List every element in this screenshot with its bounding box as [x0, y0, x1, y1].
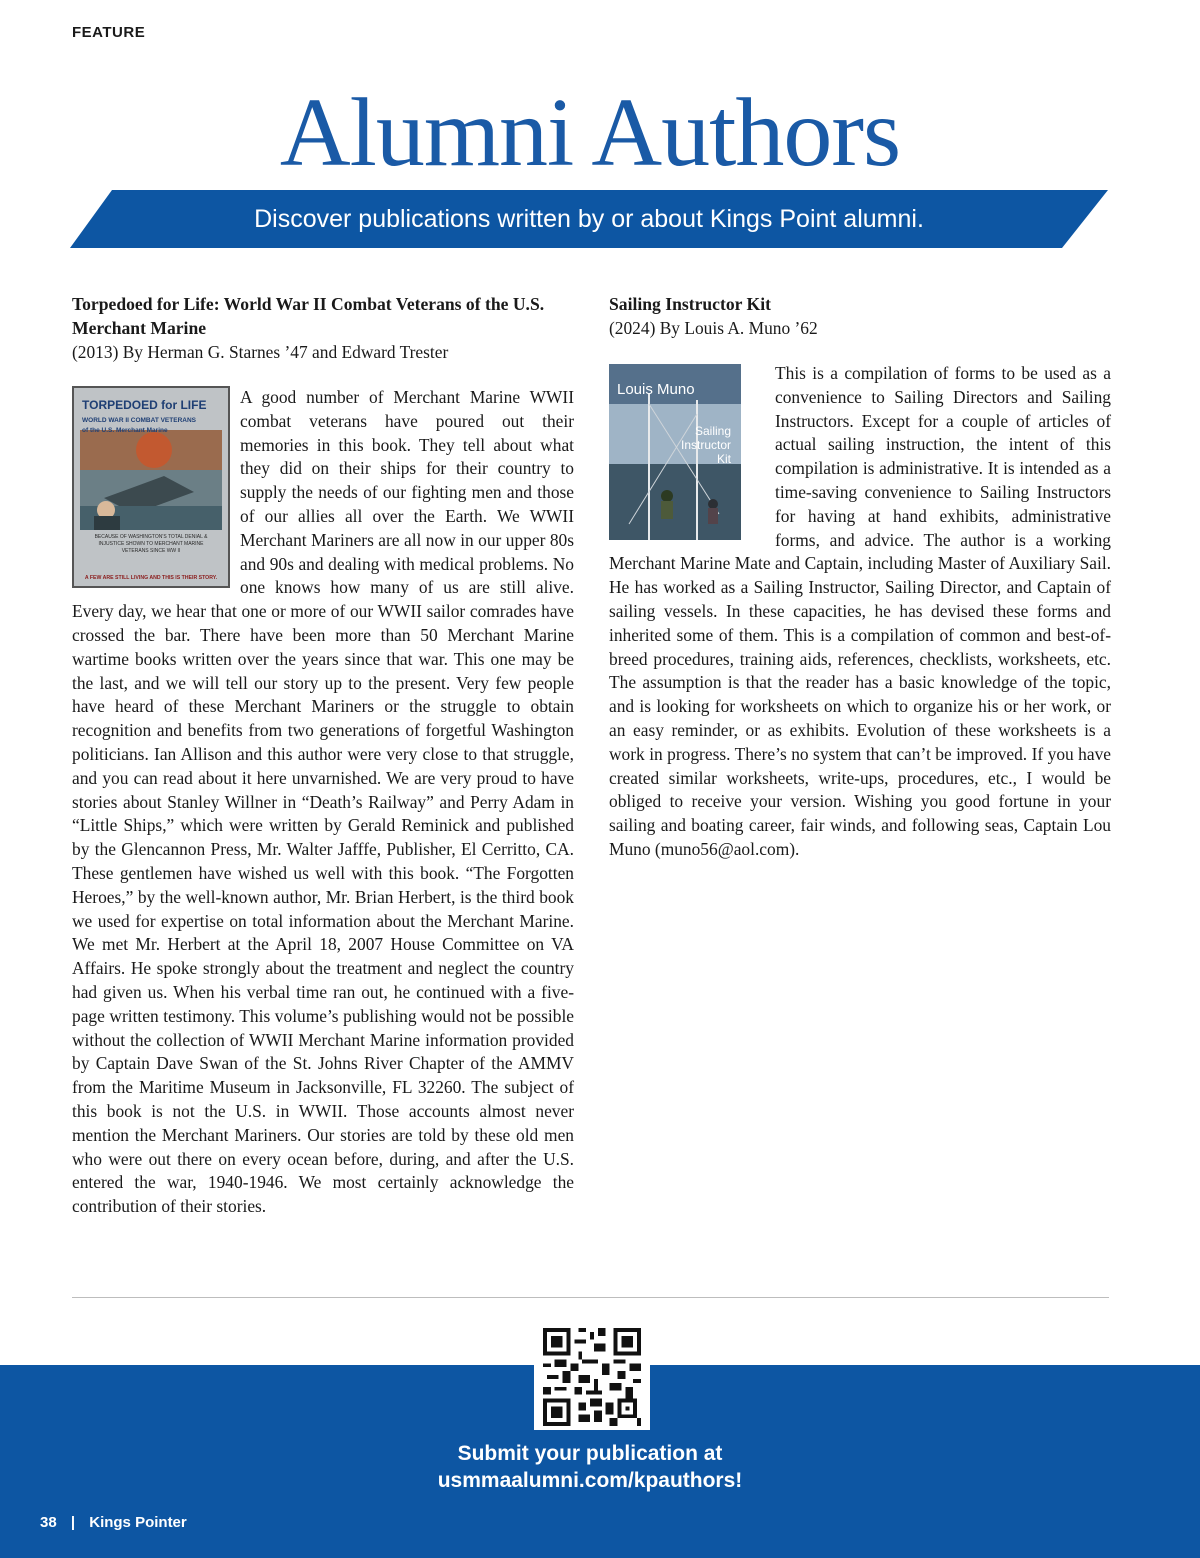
- book-entry-sailing-kit: [609, 292, 1111, 862]
- section-label: FEATURE: [72, 24, 146, 41]
- cover-caption: BECAUSE OF WASHINGTON'S TOTAL DENIAL & INJUSTICE SHOWN TO MERCHANT MARINE VETERANS SINCE WW II: [94, 534, 208, 554]
- page-folio: [40, 1514, 187, 1531]
- cover-tagline: A FEW ARE STILL LIVING AND THIS IS THEIR STORY.: [84, 575, 218, 581]
- cover-title-line1: Sailing: [694, 424, 731, 438]
- cover-title-line1: TORPEDOED for LIFE: [82, 398, 207, 412]
- book-cover-image: [72, 386, 230, 588]
- book-body-text: A good number of Merchant Marine WWII combat veterans have poured out their memories in this book. They tell about what they did on their ships for their country to supply the needs of our fighting men and those of our allies all over the Earth. We WWII Merchant Mariners are all now in our upper 80s and 90s and dealing with medical problems. No one knows how many of us are still alive. Every day, we hear that one or more of our WWII sailor comrades have crossed the bar. There have been more than 50 Merchant Marine wartime books written over the years since that war. This one may be the last, and we will tell our story up to the present. Very few people have heard of these Merchant Mariners or the struggle to obtain recognition and benefits from two generations of forgetful Washington politicians. Ian Allison and this author were very close to that struggle, and you can read about it here unvarnished. We are very proud to have stories about Stanley Willner in “Death’s Railway” and Perry Adam in “Little Ships,” which were written by Gerald Reminick and published by the Glencannon Press, Mr. Walter Jafffe, Publisher, El Cerritto, CA. These gentlemen have wished us well with this book. “The Forgotten Heroes,” by the well-known author, Mr. Brian Herbert, is the third book we used for expertise on total information about the Merchant Marine. We met Mr. Herbert at the April 18, 2007 House Committee on VA Affairs. He spoke strongly about the treatment and neglect the country had given us. When his verbal time ran out, he continued with a five-page written testimony. This volume’s publishing would not be possible without the collection of WWII Merchant Marine information provided by Captain Dave Swan of the St. Johns River Chapter of the AMMV from the Maritime Museum in Jacksonville, FL 32260. The subject of this book is not the U.S. in WWII. Those accounts almost never mention the Merchant Mariners. Our stories are told by these old men who were out there on every ocean before, during, and after the U.S. entered the war, 1940-1946. We most certainly acknowledge the contribution of their stories.: [72, 387, 574, 1217]
- page-title: Alumni Authors: [279, 79, 901, 187]
- folio-separator: |: [70, 1514, 76, 1531]
- cover-title-line3: Kit: [716, 452, 731, 466]
- subtitle-banner: [70, 190, 1108, 248]
- cover-title-line3: of the U.S. Merchant Marine: [82, 427, 168, 434]
- submission-link[interactable]: usmmaalumni.com/kpauthors!: [437, 1469, 743, 1492]
- qr-code[interactable]: [534, 1324, 650, 1430]
- cover-title-line2: Instructor: [680, 438, 731, 452]
- cover-title-line2: WORLD WAR II COMBAT VETERANS: [82, 417, 196, 424]
- banner-subtitle: Discover publications written by or about Kings Point alumni.: [254, 204, 924, 233]
- book-meta: (2013) By Herman G. Starnes ’47 and Edward Trester: [72, 342, 449, 362]
- book-title: Sailing Instructor Kit: [609, 294, 771, 314]
- section-divider: [72, 1297, 1109, 1298]
- book-entry-torpedoed: [72, 292, 574, 1219]
- book-body-text: This is a compilation of forms to be used as a convenience to Sailing Directors and Sailing Instructors. Except for a couple of articles of actual sailing instruction, the intent of this compilation is administrative. It is intended as a time-saving convenience to Sailing Instructors for having at hand exhibits, administrative forms, and advice. The author is a working Merchant Marine Mate and Captain, including Master of Auxiliary Sail. He has worked as a Sailing Instructor, Sailing Director, and Captain of sailing vessels. In these capacities, he has devised these forms and inherited some of them. This is a compilation of common and best-of-breed procedures, training aids, references, checklists, worksheets, etc. The assumption is that the reader has a basic knowledge of the topic, and is looking for worksheets on which to organize his or her work, or an easy reminder, or as exhibits. Evolution of these worksheets is a work in progress. There’s no system that can’t be improved. If you have created similar worksheets, write-ups, procedures, etc., I would be obliged to receive your version. Wishing you good fortune in your sailing and boating career, fair winds, and following seas, Captain Lou Muno (muno56@aol.com).: [609, 363, 1111, 859]
- book-cover-image: [609, 364, 741, 540]
- cover-author: Louis Muno: [617, 381, 695, 398]
- book-description: [609, 362, 1111, 862]
- book-description: [72, 386, 574, 1219]
- publication-name: Kings Pointer: [89, 1514, 187, 1531]
- submission-cta-line1: Submit your publication at: [457, 1442, 723, 1465]
- page-number: 38: [40, 1514, 57, 1531]
- book-meta: (2024) By Louis A. Muno ’62: [609, 318, 818, 338]
- book-title: Torpedoed for Life: World War II Combat Veterans of the U.S. Merchant Marine: [72, 294, 545, 338]
